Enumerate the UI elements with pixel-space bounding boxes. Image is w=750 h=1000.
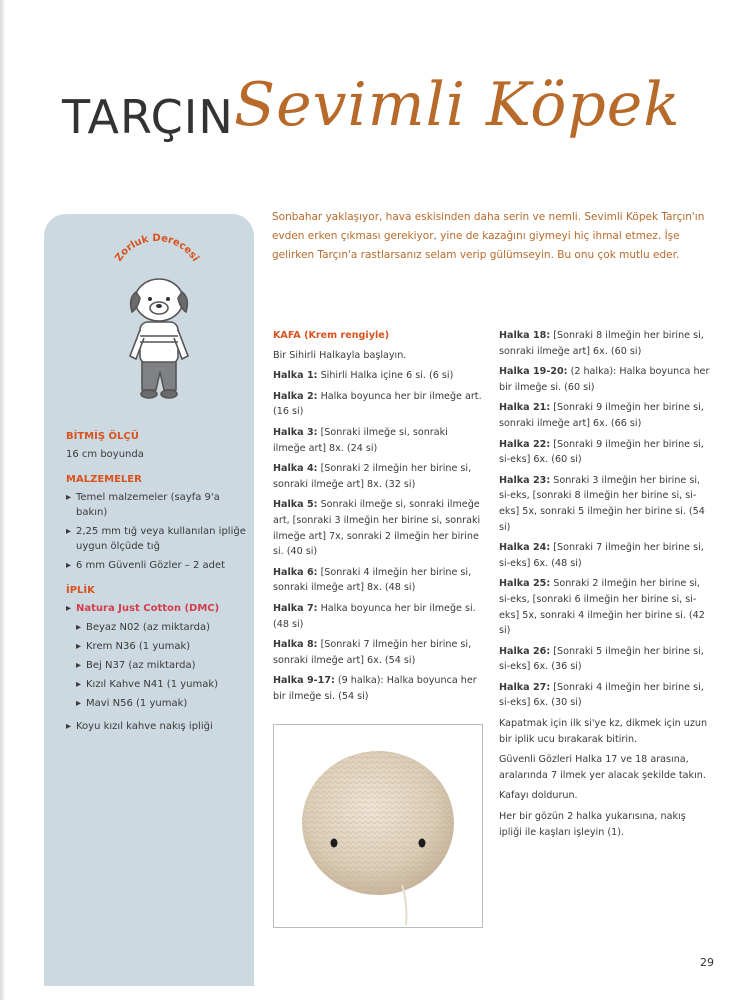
- list-item: ▸ Beyaz N02 (az miktarda): [76, 622, 210, 633]
- instruction-row: Halka 8: [Sonraki 7 ilmeğin her birine si, sonraki ilmeğe art] 6x. (54 si): [273, 639, 472, 666]
- sidebar-panel: [44, 214, 254, 986]
- page-spine-shadow: [0, 0, 6, 1000]
- instruction-row: Halka 19-20: (2 halka): Halka boyunca her bir ilmeğe si. (60 si): [499, 366, 710, 393]
- size-value: 16 cm boyunda: [66, 449, 144, 460]
- instruction-paragraph: Kapatmak için ilk si'ye kz, dikmek için uzun bir iplik ucu bırakarak bitirin.: [499, 718, 708, 745]
- page-title: [62, 70, 682, 180]
- instruction-row: Halka 3: [Sonraki ilmeğe si, sonraki ilmeğe art] 8x. (24 si): [273, 426, 448, 454]
- instruction-row: Halka 25: Sonraki 2 ilmeğin her birine si, si-eks, [sonraki 6 ilmeğin her birine si, si-eks] 5x, sonraki 4 ilmeğin her birine si. (42 si): [499, 578, 705, 637]
- instruction-row: Halka 23: Sonraki 3 ilmeğin her birine si, si-eks, [sonraki 8 ilmeğin her birine si, si-eks] 5x, sonraki 5 ilmeğin her birine si. (54 si): [499, 474, 705, 533]
- crochet-head-photo: [273, 724, 483, 928]
- title-name: TARÇIN: [62, 90, 234, 144]
- sidebar-content: [66, 419, 248, 738]
- instruction-row: Halka 9-17: (9 halka): Halka boyunca her bir ilmeğe si. (54 si): [273, 675, 477, 702]
- yarn-brand: ▸ Natura Just Cotton (DMC): [66, 603, 220, 614]
- section-heading: KAFA (Krem rengiyle): [273, 330, 390, 341]
- page-number: 29: [700, 956, 714, 969]
- instruction-paragraph: Her bir gözün 2 halka yukarısına, nakış ipliği ile kaşları işleyin (1).: [499, 811, 686, 838]
- instruction-row: Halka 6: [Sonraki 4 ilmeğin her birine si, sonraki ilmeğe art] 8x. (48 si): [273, 566, 472, 594]
- instruction-row: Halka 5: Sonraki ilmeğe si, sonraki ilmeğe art, [sonraki 3 ilmeğin her birine si, sonraki ilmeğe art] 7x, sonraki 2 ilmeğin her birine si. (40 si): [273, 499, 481, 558]
- yarn-heading: İPLİK: [66, 585, 95, 596]
- instructions-column-1: [273, 328, 483, 709]
- instruction-paragraph: Güvenli Gözleri Halka 17 ve 18 arasına, aralarında 7 ilmek yer alacak şekilde takın.: [499, 754, 706, 781]
- list-item: ▸ Kızıl Kahve N41 (1 yumak): [76, 679, 219, 690]
- list-item: ▸ Krem N36 (1 yumak): [76, 641, 191, 652]
- svg-text:Zorluk Derecesi: [113, 233, 200, 264]
- dog-illustration-icon: [114, 264, 204, 414]
- crochet-head-image: [274, 725, 482, 927]
- list-item: ▸ Bej N37 (az miktarda): [76, 660, 196, 671]
- safety-eye-icon: [419, 839, 426, 848]
- materials-heading: MALZEMELER: [66, 474, 142, 485]
- instruction-row: Halka 4: [Sonraki 2 ilmeğin her birine si, sonraki ilmeğe art] 8x. (32 si): [273, 463, 472, 490]
- instruction-row: Halka 21: [Sonraki 9 ilmeğin her birine si, sonraki ilmeğe art] 6x. (66 si): [499, 402, 704, 429]
- instruction-row: Halka 18: [Sonraki 8 ilmeğin her birine si, sonraki ilmeğe art] 6x. (60 si): [499, 330, 704, 357]
- size-heading: BİTMİŞ ÖLÇÜ: [66, 431, 139, 442]
- list-item: ▸ 6 mm Güvenli Gözler – 2 adet: [66, 560, 226, 571]
- instruction-row: Halka 22: [Sonraki 9 ilmeğin her birine si, si-eks] 6x. (60 si): [499, 438, 704, 466]
- instruction-row: Halka 27: [Sonraki 4 ilmeğin her birine si, si-eks] 6x. (30 si): [499, 681, 704, 709]
- safety-eye-icon: [331, 839, 338, 848]
- list-item: ▸ 2,25 mm tığ veya kullanılan ipliğe uygun ölçüde tığ: [66, 526, 246, 552]
- list-item: ▸ Mavi N56 (1 yumak): [76, 698, 188, 709]
- instructions-column-2: [499, 328, 711, 845]
- list-item: ▸ Temel malzemeler (sayfa 9'a bakın): [66, 492, 220, 518]
- instruction-start: Bir Sihirli Halkayla başlayın.: [273, 349, 407, 361]
- list-item: ▸ Koyu kızıl kahve nakış ipliği: [66, 721, 213, 732]
- instruction-row: Halka 2: Halka boyunca her bir ilmeğe art. (16 si): [273, 390, 482, 418]
- instruction-row: Halka 24: [Sonraki 7 ilmeğin her birine si, si-eks] 6x. (48 si): [499, 542, 704, 569]
- instruction-row: Halka 26: [Sonraki 5 ilmeğin her birine si, si-eks] 6x. (36 si): [499, 645, 704, 673]
- title-script: Sevimli Köpek: [234, 70, 681, 140]
- instruction-row: Halka 1: Sihirli Halka içine 6 si. (6 si): [273, 370, 454, 382]
- instruction-paragraph: Kafayı doldurun.: [499, 790, 578, 802]
- intro-paragraph: Sonbahar yaklaşıyor, hava eskisinden daha serin ve nemli. Sevimli Köpek Tarçın'ın evden erken çıkması gerekiyor, yine de kazağını giymeyi hiç ihmal etmez. İşe gelirken Tarçın'a rastlarsanız selam verip gülümseyin. Bu onu çok mutlu eder.: [272, 211, 705, 261]
- instruction-row: Halka 7: Halka boyunca her bir ilmeğe si. (48 si): [273, 602, 476, 630]
- difficulty-badge-label: Zorluk Derecesi: [113, 232, 201, 264]
